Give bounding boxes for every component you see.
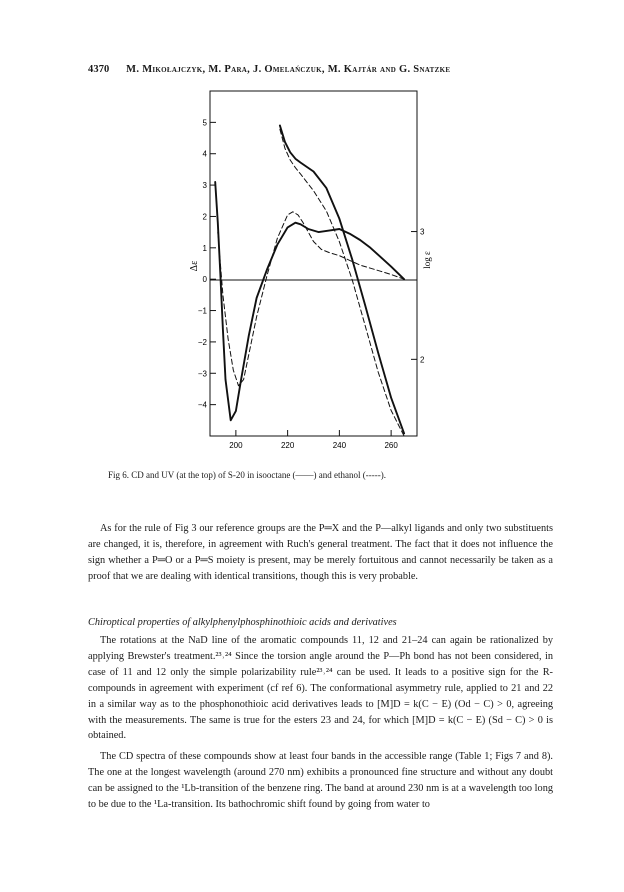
paragraph-3 [88,749,553,813]
x-tick-label: 220 [280,441,295,450]
y-tick-label: −4 [197,400,207,410]
y-tick-label: 1 [202,243,207,253]
cd-solid-curve [215,182,404,420]
running-authors: M. Mikołajczyk, M. Para, J. Omelańczuk, M. Kajtár and G. Snatzke [126,64,451,75]
page-number: 4370 [88,64,110,75]
y-axis-label: Δε [189,260,200,272]
paragraph-1-text: As for the rule of Fig 3 our reference groups are the P═X and the P—alkyl ligands and only two substituents are changed, it is, therefore, in agreement with Ruch's general treatment. The fact that it does not influence the sign whether a P═O or a P═S moiety is present, may be merely fortuitous and cannot necessarily be taken as a proof that we are dealing with identical transitions, though this is very probable. [88,523,553,582]
y-tick-label: 4 [202,149,207,159]
uv-solid-curve [280,126,404,434]
y-tick-label: 3 [202,181,207,191]
paragraph-1 [88,521,553,585]
y-tick-label: −2 [197,337,207,347]
y-tick-label: −3 [197,369,207,379]
y-tick-label: 0 [202,275,207,285]
y2-tick-label: 2 [420,355,425,365]
section-title: Chiroptical properties of alkylphenylphosphinothioic acids and derivatives [88,617,397,628]
x-tick-label: 240 [332,441,347,450]
y2-tick-label: 3 [420,227,425,237]
y-tick-label: 2 [202,212,207,222]
uv-dashed-curve [280,129,404,436]
paragraph-3-text: The CD spectra of these compounds show at least four bands in the accessible range (Table 1; Figs 7 and 8). The one at the longest wavelength (around 270 nm) exhibits a pronounced fine structure and without any doubt can be assigned to the ¹Lb-transition of the benzene ring. The band at around 230 nm is at a wavelength too long to be due to the ¹La-transition. Its bathochromic shift found by going from water to [88,751,553,810]
x-tick-label: 200 [229,441,243,450]
y2-axis-label: log ε [422,251,432,269]
figure-caption: Fig 6. CD and UV (at the top) of S-20 in isooctane (——) and ethanol (-----). [108,470,387,480]
cd-dashed-curve [218,212,404,386]
paragraph-2 [88,633,553,744]
x-tick-label: 260 [384,441,398,450]
paragraph-2-text: The rotations at the NaD line of the aromatic compounds 11, 12 and 21–24 can again be rationalized by applying Brewster's treatment.²³˒²⁴ Since the torsion angle around the P—Ph bond has not been considered, in case of 11 and 12 only the simple polarizability rule²³˒²⁴ can be used. It leads to a positive sign for the R-compounds in agreement with experiment (cf ref 6). The conformational asymmetry rule, applied to 21 and 22 in a similar way as to the phosphonothioic acid derivatives leads to [M]D = k(C − E) (Od − C) > 0, agreeing with the measurements. The same is true for the esters 23 and 24, for which [M]D = k(C − E) (Sd − C) > 0 is obtained. [88,635,553,742]
y-tick-label: 5 [202,118,207,128]
y-tick-label: −1 [197,306,207,316]
